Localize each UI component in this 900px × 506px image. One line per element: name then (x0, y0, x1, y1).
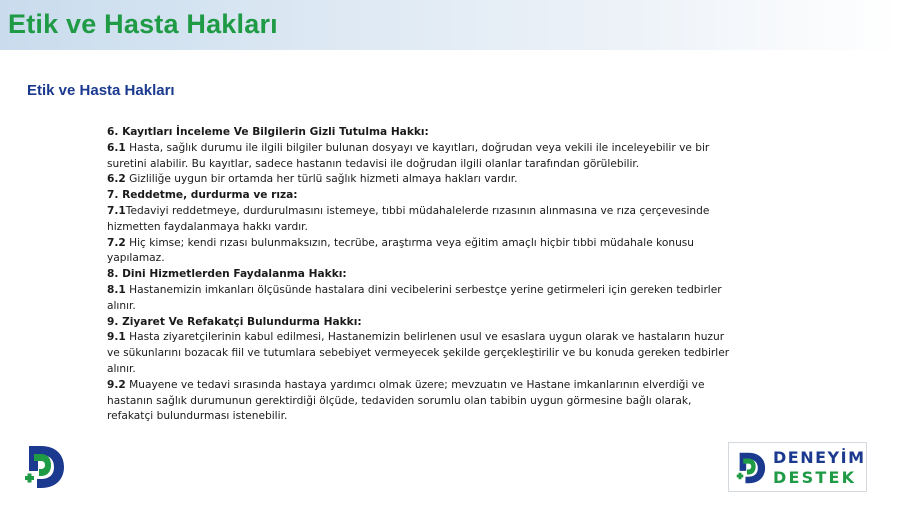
content-heading (107, 125, 732, 141)
clause-text: Hastanemizin imkanları ölçüsünde hastalara dini vecibelerini serbestçe yerine getirmeleri için gereken tedbirler alınır. (107, 283, 722, 312)
section-title: Etik ve Hasta Hakları (27, 82, 175, 99)
dd-logo-icon (24, 444, 68, 490)
rights-content (107, 125, 732, 425)
clause-text: Gizliliğe uygun bir ortamda her türlü sağlık hizmeti almaya hakları vardır. (125, 173, 518, 186)
banner-title: Etik ve Hasta Hakları (8, 9, 278, 39)
content-paragraph (107, 283, 732, 315)
clause-text: Hasta, sağlık durumu ile ilgili bilgiler bulunan dosyayı ve kayıtları, doğrudan veya vekili ile inceleyebilir ve bir suretini alabilir. Bu kayıtlar, sadece hastanın tedavisi ile doğrudan ilgili olanlar tarafından görülebilir. (107, 141, 710, 170)
dd-logo-icon (736, 450, 768, 486)
clause-number: 9.1 (107, 331, 126, 344)
clause-number: 9.2 (107, 378, 126, 391)
brand-name-top: DENEYİM (773, 448, 866, 467)
content-paragraph (107, 204, 732, 236)
clause-number: 7.1 (107, 204, 126, 217)
content-heading (107, 315, 732, 331)
top-banner (0, 0, 900, 50)
content-heading (107, 267, 732, 283)
content-paragraph (107, 330, 732, 377)
content-heading (107, 188, 732, 204)
clause-number: 6.1 (107, 141, 126, 154)
clause-number: 6.2 (107, 173, 126, 186)
content-paragraph (107, 172, 732, 188)
clause-text: 9. Ziyaret Ve Refakatçi Bulundurma Hakkı: (107, 315, 362, 328)
clause-number: 7.2 (107, 236, 126, 249)
content-paragraph (107, 141, 732, 173)
brand-name-bottom: DESTEK (773, 468, 857, 487)
clause-text: 8. Dini Hizmetlerden Faydalanma Hakkı: (107, 268, 347, 281)
clause-text: Hiç kimse; kendi rızası bulunmaksızın, tecrübe, araştırma veya eğitim amaçlı hiçbir tıbbi müdahale konusu yapılamaz. (107, 236, 695, 265)
clause-text: 6. Kayıtları İnceleme Ve Bilgilerin Gizli Tutulma Hakkı: (107, 126, 429, 138)
clause-number: 8.1 (107, 283, 126, 296)
content-paragraph (107, 236, 732, 268)
clause-text: Muayene ve tedavi sırasında hastaya yardımcı olmak üzere; mevzuatın ve Hastane imkanlarının elverdiği ve hastanın sağlık durumunun gerektirdiği ölçüde, tedaviden sorumlu olan tabibin uygun görmesine bağlı olarak, refakatçi bulundurması istenebilir. (107, 378, 705, 423)
clause-text: 7. Reddetme, durdurma ve rıza: (107, 189, 298, 202)
clause-text: Tedaviyi reddetmeye, durdurulmasını istemeye, tıbbi müdahalelerde rızasının alınmasına ve rıza çerçevesinde hizmetten faydalanmaya hakkı vardır. (107, 204, 710, 233)
deneyim-destek-logo (728, 442, 867, 492)
clause-text: Hasta ziyaretçilerinin kabul edilmesi, Hastanemizin belirlenen usul ve esaslara uygun olarak ve hastaların huzur ve sükunlarını bozacak fiil ve tutumlara sebebiyet vermeyecek şekilde gerçekleştirilir ve bu konuda gereken tedbirler alınır. (107, 331, 730, 375)
content-paragraph (107, 378, 732, 425)
